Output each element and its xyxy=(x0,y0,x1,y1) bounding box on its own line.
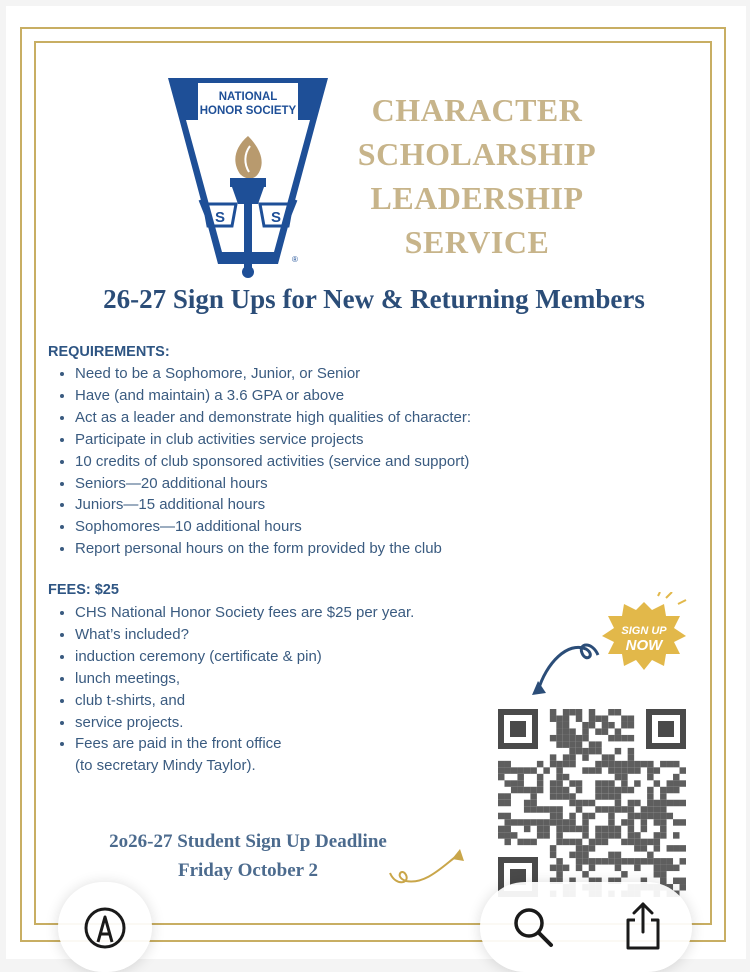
list-item: • Sophomores—10 additional hours xyxy=(75,516,471,538)
list-item: • Juniors—15 additional hours xyxy=(75,494,471,516)
page-headline: 26-27 Sign Ups for New & Returning Members xyxy=(103,284,645,314)
svg-text:S: S xyxy=(270,209,282,226)
requirements-list xyxy=(48,363,471,560)
fees-list xyxy=(48,602,414,777)
logo-text-honor-society: HONOR SOCIETY xyxy=(199,105,297,117)
deadline-date: Friday October 2 xyxy=(177,860,318,881)
blue-arrow-icon xyxy=(526,637,602,701)
fees-heading: FEES: $25 xyxy=(48,582,119,598)
share-button[interactable] xyxy=(620,900,666,952)
deadline-title: 2o26-27 Student Sign Up Deadline xyxy=(109,831,387,852)
list-item: • What’s included? xyxy=(75,624,414,646)
badge-text-now: NOW xyxy=(625,637,663,654)
svg-text:®: ® xyxy=(292,255,298,264)
list-item: • club t-shirts, and xyxy=(75,690,414,712)
fees-payment-line: Fees are paid in the front office xyxy=(75,735,282,753)
list-item xyxy=(75,733,414,777)
list-item: • 10 credits of club sponsored activities (service and support) xyxy=(75,451,471,473)
sign-up-now-badge xyxy=(596,592,692,676)
list-item: • Need to be a Sophomore, Junior, or Senior xyxy=(75,363,471,385)
pillar-service: SERVICE xyxy=(404,224,550,260)
list-item: • Report personal hours on the form provided by the club xyxy=(75,538,471,560)
sign-up-qr-code[interactable] xyxy=(494,705,690,901)
gold-arrow-icon xyxy=(386,843,466,891)
search-button[interactable] xyxy=(510,904,556,950)
markup-pen-icon xyxy=(83,906,127,950)
fees-payment-continuation: (to secretary Mindy Taylor). xyxy=(75,757,256,775)
share-icon xyxy=(620,900,666,952)
list-item: • service projects. xyxy=(75,712,414,734)
pillar-leadership: LEADERSHIP xyxy=(370,180,584,216)
nhs-logo xyxy=(164,76,332,280)
pillar-scholarship: SCHOLARSHIP xyxy=(357,136,597,172)
list-item: • Seniors—20 additional hours xyxy=(75,473,471,495)
pillar-character: CHARACTER xyxy=(371,92,583,128)
list-item: • lunch meetings, xyxy=(75,668,414,690)
list-item: • Act as a leader and demonstrate high qualities of character: xyxy=(75,407,471,429)
logo-text-national: NATIONAL xyxy=(218,91,278,103)
requirements-heading: REQUIREMENTS: xyxy=(48,344,170,360)
svg-text:S: S xyxy=(214,209,226,226)
list-item: • induction ceremony (certificate & pin) xyxy=(75,646,414,668)
list-item: • Participate in club activities service projects xyxy=(75,429,471,451)
list-item: • CHS National Honor Society fees are $25 per year. xyxy=(75,602,414,624)
list-item: • Have (and maintain) a 3.6 GPA or above xyxy=(75,385,471,407)
pillars-block xyxy=(352,88,602,264)
search-icon xyxy=(510,904,556,950)
badge-text-sign-up: SIGN UP xyxy=(621,625,667,637)
